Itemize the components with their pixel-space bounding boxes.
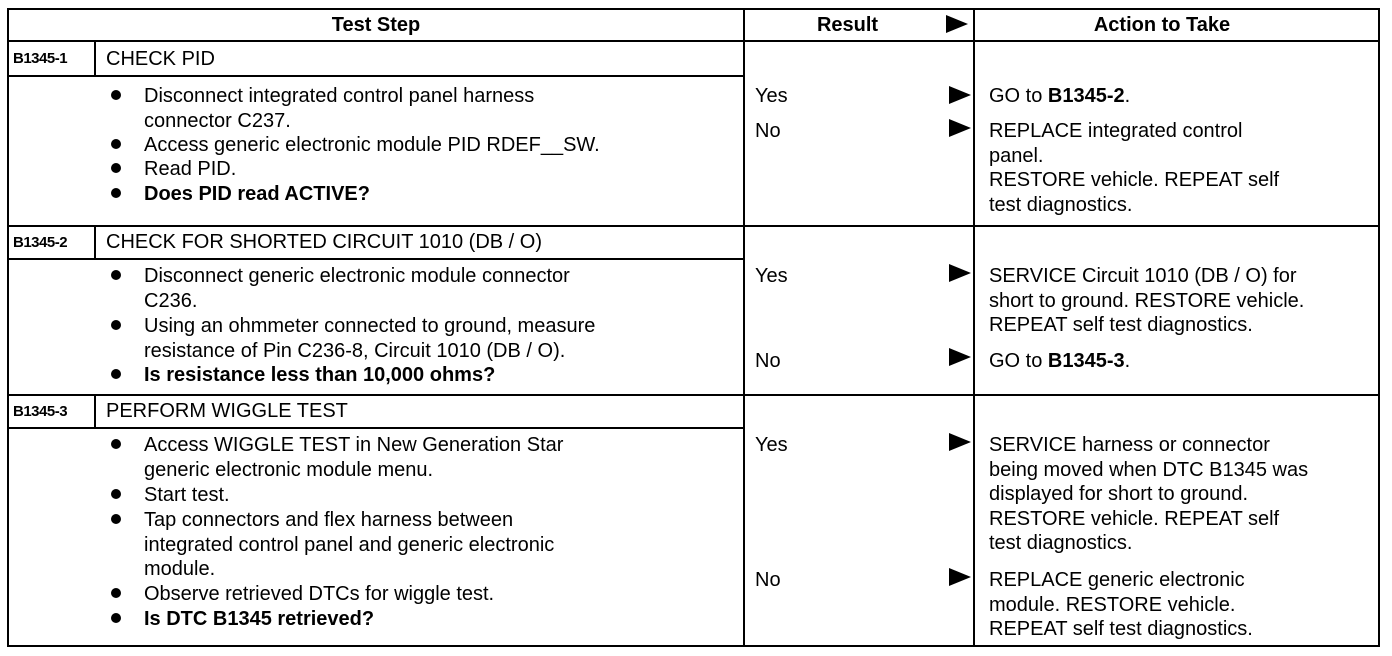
action-prefix: GO to <box>989 85 1048 107</box>
result-no: No <box>755 569 781 591</box>
step-id: B1345-3 <box>13 403 68 420</box>
step-id-divider <box>94 396 96 428</box>
action-text: REPLACE generic electronic module. RESTORE vehicle. REPEAT self test diagnostics. <box>989 569 1253 640</box>
bullet-icon <box>111 320 121 330</box>
column-divider-action <box>973 8 975 647</box>
step-title: CHECK PID <box>106 48 215 70</box>
step-bullet: Disconnect generic electronic module connector C236. <box>144 265 570 312</box>
arrow-icon <box>949 119 971 137</box>
result-yes: Yes <box>755 85 788 107</box>
result-no: No <box>755 350 781 372</box>
step-title-underline <box>7 258 744 260</box>
step-bullet: Read PID. <box>144 158 237 180</box>
bullet-icon <box>111 139 121 149</box>
step-bullet: Observe retrieved DTCs for wiggle test. <box>144 583 495 605</box>
table-border-right <box>1378 8 1380 647</box>
table-border-left <box>7 8 9 647</box>
row-separator <box>7 394 1380 396</box>
header-divider <box>7 40 1380 42</box>
step-title: PERFORM WIGGLE TEST <box>106 400 348 422</box>
step-title-underline <box>7 75 744 77</box>
action-text: SERVICE Circuit 1010 (DB / O) for short to ground. RESTORE vehicle. REPEAT self test diagnostics. <box>989 265 1305 336</box>
bullet-icon <box>111 369 121 379</box>
step-bullet: Using an ohmmeter connected to ground, measure resistance of Pin C236-8, Circuit 1010 (DB / O). <box>144 315 596 362</box>
arrow-icon <box>949 348 971 366</box>
step-bullet: Start test. <box>144 484 230 506</box>
step-title-underline <box>7 427 744 429</box>
bullet-icon <box>111 270 121 280</box>
step-bullet: Tap connectors and flex harness between integrated control panel and generic electronic module. <box>144 509 555 580</box>
header-test-step: Test Step <box>331 14 421 36</box>
bullet-icon <box>111 90 121 100</box>
action-text <box>989 349 1130 374</box>
column-divider-result <box>743 8 745 647</box>
result-yes: Yes <box>755 265 788 287</box>
result-no: No <box>755 120 781 142</box>
result-yes: Yes <box>755 434 788 456</box>
header-action: Action to Take <box>1093 14 1231 36</box>
bullet-icon <box>111 439 121 449</box>
step-bullet: Access generic electronic module PID RDEF__SW. <box>144 134 600 156</box>
action-step-ref: B1345-2 <box>1047 85 1125 107</box>
table-border-bottom <box>7 645 1380 647</box>
bullet-icon <box>111 489 121 499</box>
action-prefix: GO to <box>989 350 1048 372</box>
step-title: CHECK FOR SHORTED CIRCUIT 1010 (DB / O) <box>106 231 542 253</box>
step-bullet: Access WIGGLE TEST in New Generation Star generic electronic module menu. <box>144 434 564 481</box>
action-step-ref: B1345-3 <box>1047 350 1125 372</box>
action-suffix: . <box>1124 350 1131 372</box>
bullet-icon <box>111 588 121 598</box>
action-text: REPLACE integrated control panel. RESTORE vehicle. REPEAT self test diagnostics. <box>989 120 1280 216</box>
step-id-divider <box>94 42 96 76</box>
bullet-icon <box>111 163 121 173</box>
step-question: Does PID read ACTIVE? <box>144 183 370 205</box>
bullet-icon <box>111 514 121 524</box>
action-suffix: . <box>1124 85 1131 107</box>
step-bullet: Disconnect integrated control panel harness connector C237. <box>144 85 535 132</box>
step-id-divider <box>94 227 96 259</box>
step-question: Is DTC B1345 retrieved? <box>144 608 375 630</box>
step-id: B1345-2 <box>13 234 68 251</box>
table-border-top <box>7 8 1380 10</box>
row-separator <box>7 225 1380 227</box>
bullet-icon <box>111 613 121 623</box>
arrow-icon <box>949 568 971 586</box>
arrow-icon <box>949 86 971 104</box>
arrow-icon <box>949 433 971 451</box>
header-result: Result <box>816 14 879 36</box>
action-text: SERVICE harness or connector being moved when DTC B1345 was displayed for short to ground. RESTORE vehicle. REPEAT self test diagnostics. <box>989 434 1309 554</box>
action-text <box>989 84 1130 109</box>
arrow-icon <box>949 264 971 282</box>
step-question: Is resistance less than 10,000 ohms? <box>144 364 496 386</box>
bullet-icon <box>111 188 121 198</box>
step-id: B1345-1 <box>13 50 68 67</box>
header-arrow-icon <box>946 15 968 33</box>
